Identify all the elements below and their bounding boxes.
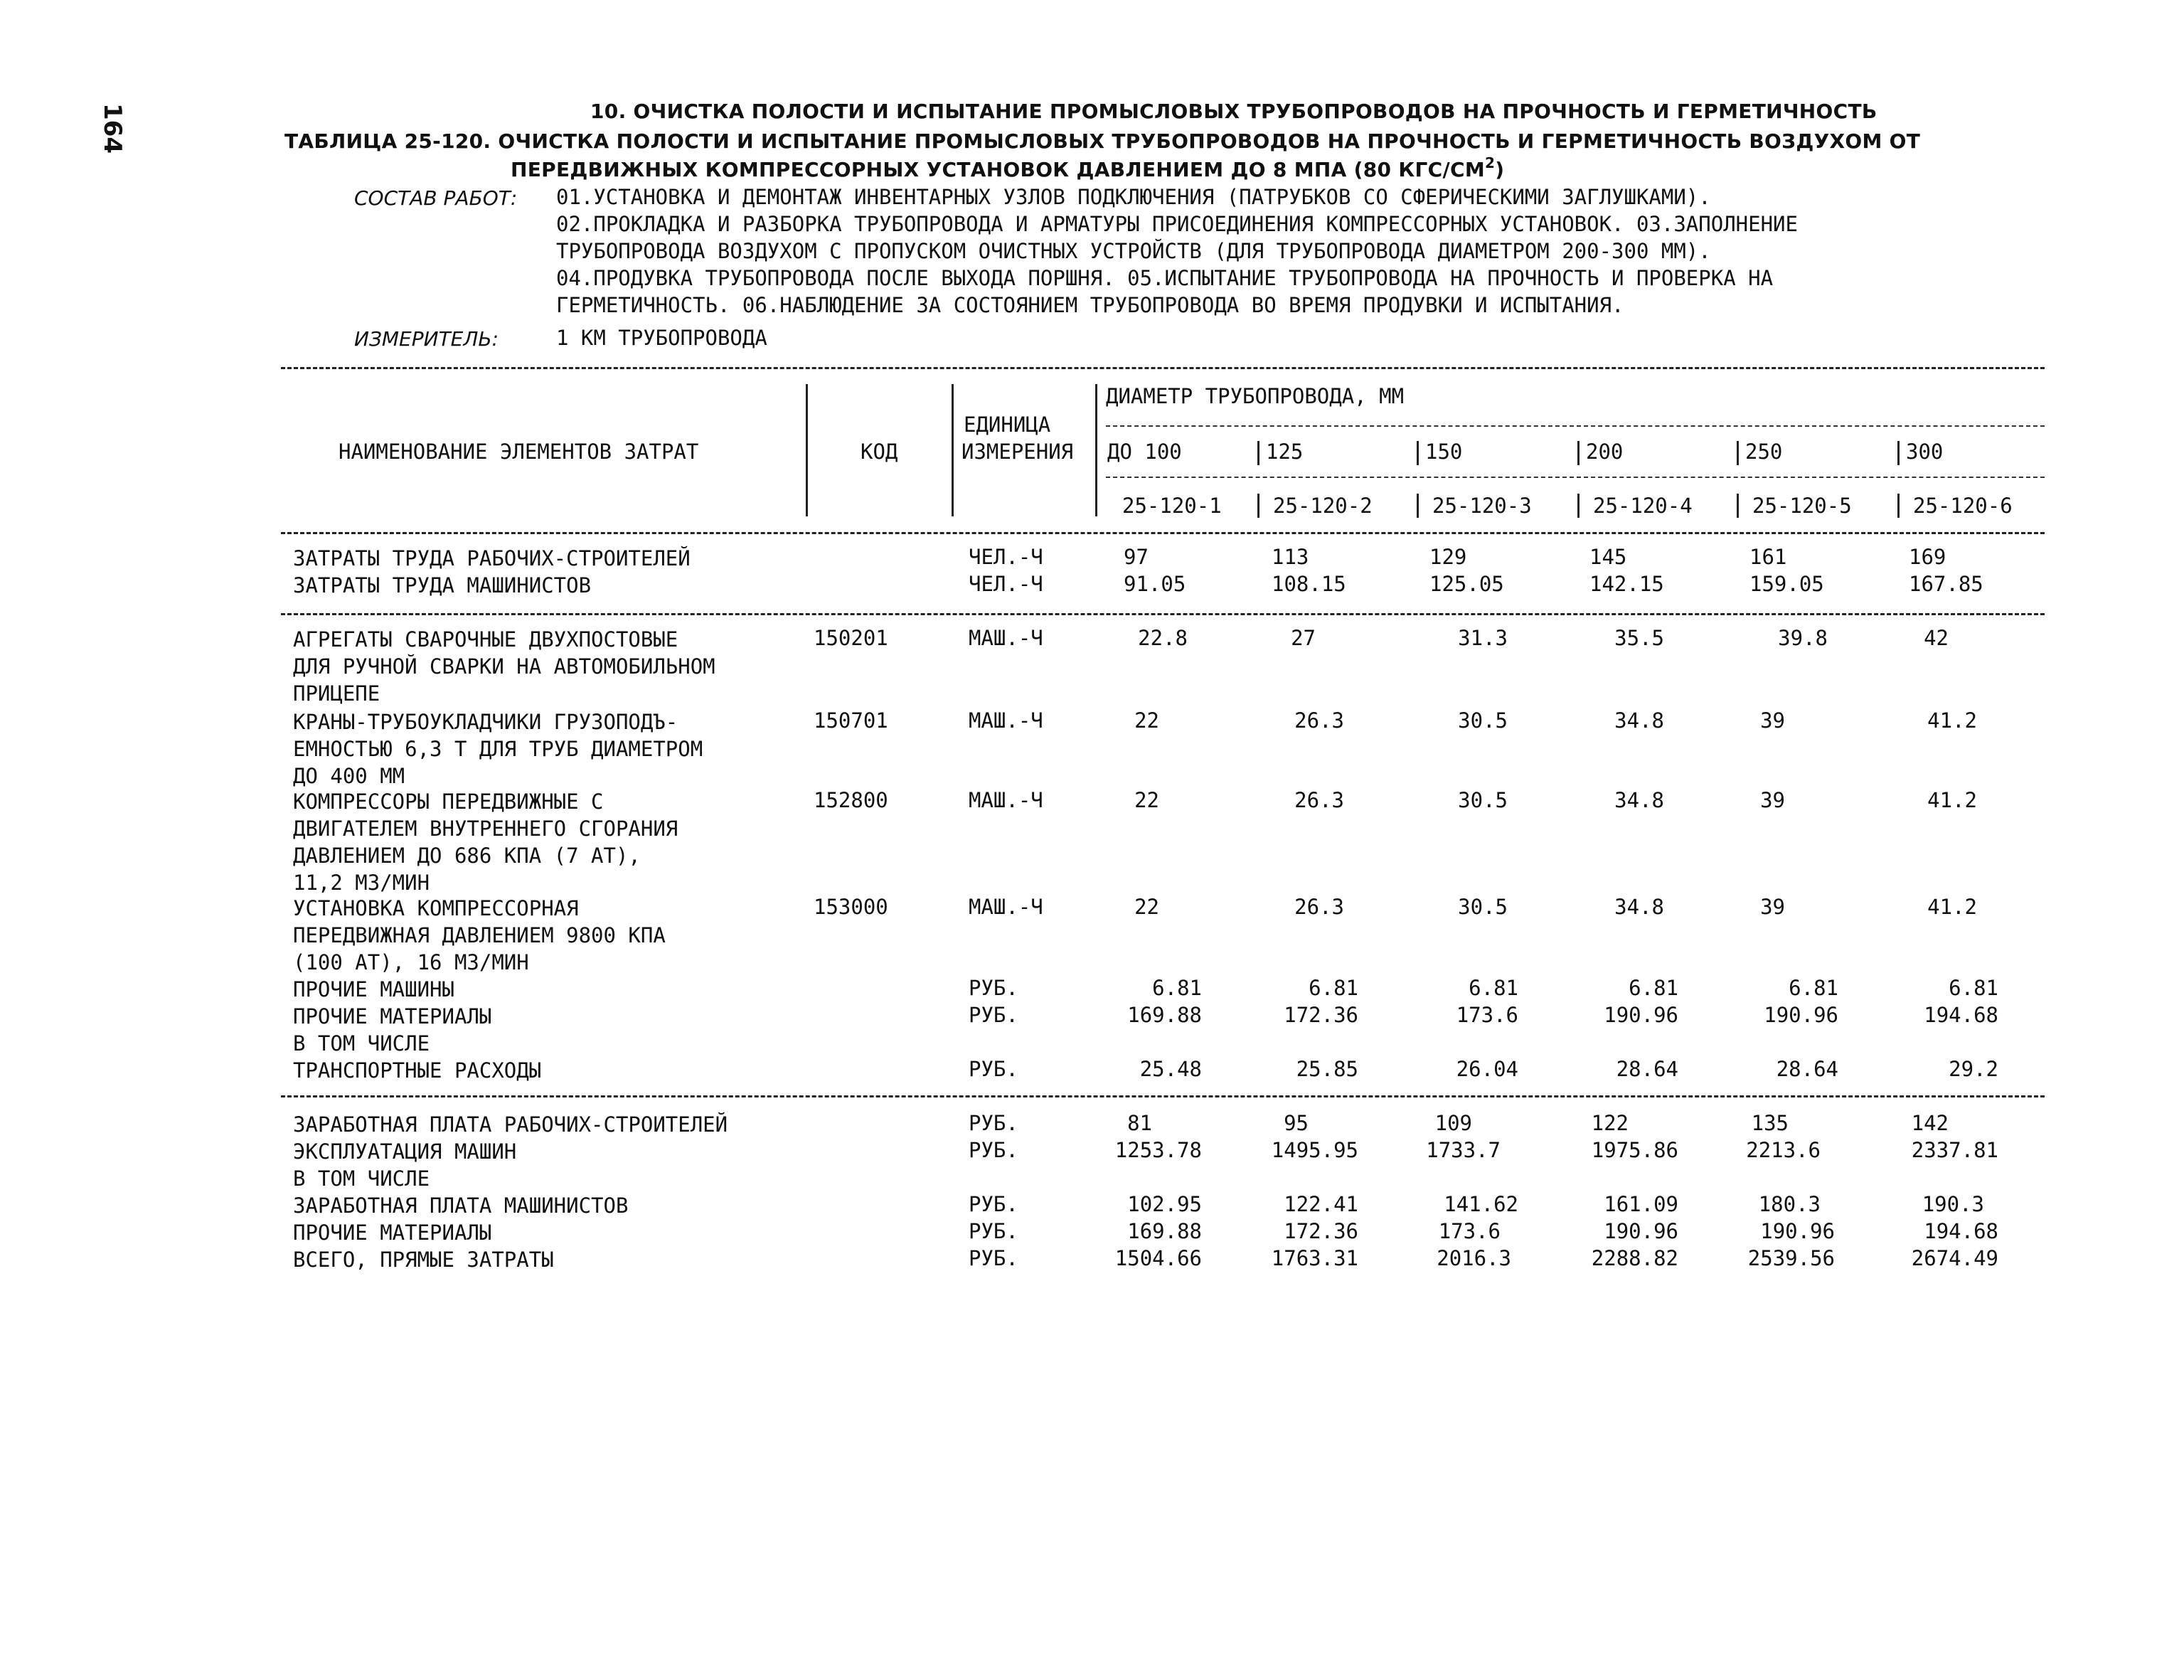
summary-row-value: 109 [1434,1111,1472,1135]
machine-row-unit: РУБ. [969,1003,1018,1027]
machine-row-name [293,788,678,896]
machine-row-value: 26.3 [1294,895,1344,919]
machine-row-value: 25.85 [1296,1057,1358,1081]
machine-row-value: 41.2 [1927,708,1977,733]
summary-row-unit: РУБ. [969,1219,1018,1243]
summary-row-value: 2016.3 [1437,1246,1511,1270]
machine-row-value: 35.5 [1614,626,1664,650]
diameter-divider [1417,441,1419,465]
summary-row-value: 1495.95 [1271,1138,1358,1162]
labor-row-value: 145 [1589,545,1627,569]
work-line: 02.ПРОКЛАДКА И РАЗБОРКА ТРУБОПРОВОДА И АРМАТУРЫ ПРИСОЕДИНЕНИЯ КОМПРЕССОРНЫХ УСТАНОВОК. 03.ЗАПОЛНЕНИЕ [556,212,1798,236]
table-title-line2-sup: 2 [1485,154,1496,171]
machine-row-value: 39 [1760,788,1785,812]
summary-row-value: 2337.81 [1911,1138,1998,1162]
summary-row-value: 2213.6 [1746,1138,1821,1162]
machine-row-name-line: КРАНЫ-ТРУБОУКЛАДЧИКИ ГРУЗОПОДЪ- [293,710,678,734]
summary-row-name: ВСЕГО, ПРЯМЫЕ ЗАТРАТЫ [293,1248,554,1272]
machine-row-value: 26.3 [1294,708,1344,733]
labor-row-value: 169 [1909,545,1946,569]
labor-row-value: 91.05 [1124,572,1186,596]
machine-row-value: 6.81 [1309,976,1358,1000]
summary-row-value: 194.68 [1924,1219,1998,1243]
summary-row-value: 161.09 [1604,1192,1678,1216]
labor-row-value: 113 [1272,545,1309,569]
summary-row-unit: РУБ. [969,1138,1018,1162]
machine-row-code: 150201 [814,626,888,650]
summary-row-value: 173.6 [1438,1219,1501,1243]
summary-row-value: 135 [1751,1111,1789,1135]
summary-row-value: 1253.78 [1114,1138,1202,1162]
machine-row-value: 42 [1924,626,1949,650]
summary-row-unit: РУБ. [969,1192,1018,1216]
machine-row-value: 6.81 [1469,976,1518,1000]
machine-row-value: 172.36 [1284,1003,1358,1027]
summary-row-value: 122.41 [1284,1192,1358,1216]
machine-row-value: 6.81 [1789,976,1838,1000]
machine-row-value: 190.96 [1764,1003,1838,1027]
machine-row-name-line: 11,2 М3/МИН [293,871,430,895]
header-diameter-3: 150 [1425,440,1463,464]
machine-row-unit: МАШ.-Ч [969,788,1043,812]
header-divider-code [952,384,954,516]
table-title-line2-suffix: ) [1495,158,1505,181]
header-code-1: 25-120-1 [1122,494,1222,518]
machine-row-value: 31.3 [1458,626,1508,650]
code-divider [1897,494,1900,518]
summary-row-unit: РУБ. [969,1246,1018,1270]
machine-row-value: 30.5 [1458,895,1508,919]
machine-row-name-line: АГРЕГАТЫ СВАРОЧНЫЕ ДВУХПОСТОВЫЕ [293,627,678,652]
header-code-4: 25-120-4 [1593,494,1693,518]
header-diameter-2: 125 [1266,440,1304,464]
summary-row-unit: РУБ. [969,1111,1018,1135]
machine-row-value: 173.6 [1456,1003,1518,1027]
summary-row-value: 169.88 [1127,1219,1202,1243]
labor-row-value: 142.15 [1589,572,1664,596]
summary-row-value: 172.36 [1284,1219,1358,1243]
table-top-rule [281,367,2045,369]
summary-row-value: 102.95 [1127,1192,1202,1216]
machine-row-code: 150701 [814,708,888,733]
machine-row-name: В ТОМ ЧИСЛЕ [293,1031,430,1056]
summary-row-value: 141.62 [1444,1192,1518,1216]
machine-row-value: 34.8 [1614,895,1664,919]
machine-row-unit: МАШ.-Ч [969,708,1043,733]
labor-row-value: 108.15 [1272,572,1346,596]
header-diameter-rule [1106,425,2045,427]
machine-row-value: 30.5 [1458,788,1508,812]
section-title: 10. ОЧИСТКА ПОЛОСТИ И ИСПЫТАНИЕ ПРОМЫСЛОВЫХ ТРУБОПРОВОДОВ НА ПРОЧНОСТЬ И ГЕРМЕТИЧНОСТЬ [590,100,1877,123]
labor-row-value: 167.85 [1909,572,1983,596]
diameter-divider [1737,441,1739,465]
labor-row-unit: ЧЕЛ.-Ч [969,545,1043,569]
machine-row-value: 22.8 [1138,626,1188,650]
header-bottom-rule [281,532,2045,534]
machine-row-value: 39 [1760,895,1785,919]
machine-row-value: 29.2 [1949,1057,1998,1081]
machine-row-unit: РУБ. [969,976,1018,1000]
summary-row-value: 1504.66 [1114,1246,1202,1270]
machine-row-unit: РУБ. [969,1057,1018,1081]
header-code-5: 25-120-5 [1752,494,1852,518]
header-diameter-5: 250 [1745,440,1783,464]
machine-row-value: 27 [1291,626,1316,650]
machine-row-value: 26.04 [1456,1057,1518,1081]
machine-row-value: 6.81 [1152,976,1202,1000]
code-divider [1737,494,1739,518]
machine-row-value: 22 [1134,708,1159,733]
summary-row-value: 190.96 [1760,1219,1835,1243]
table-title-line1: ТАБЛИЦА 25-120. ОЧИСТКА ПОЛОСТИ И ИСПЫТАНИЕ ПРОМЫСЛОВЫХ ТРУБОПРОВОДОВ НА ПРОЧНОСТЬ И ГЕРМЕТИЧНОСТЬ ВОЗДУХОМ ОТ [284,129,1921,153]
machine-row-name-line: ДАВЛЕНИЕМ ДО 686 КПА (7 АТ), [293,844,641,868]
summary-row-name: В ТОМ ЧИСЛЕ [293,1166,430,1191]
diameter-divider [1577,441,1580,465]
machine-row-name-line: ПРИЦЕПЕ [293,681,380,706]
machine-row-code: 153000 [814,895,888,919]
summary-row-value: 2674.49 [1911,1246,1998,1270]
header-code-2: 25-120-2 [1273,494,1373,518]
summary-row-value: 81 [1127,1111,1152,1135]
measure-value: 1 КМ ТРУБОПРОВОДА [556,326,767,350]
header-diameter-1: ДО 100 [1107,440,1182,464]
machine-row-name-line: ЕМНОСТЬЮ 6,3 Т ДЛЯ ТРУБ ДИАМЕТРОМ [293,737,703,761]
header-divider-name [806,384,808,516]
machine-row-unit: МАШ.-Ч [969,626,1043,650]
machine-row-name: ПРОЧИЕ МАШИНЫ [293,977,454,1001]
page-number: 164 [98,103,127,154]
summary-row-value: 190.3 [1922,1192,1984,1216]
labor-row-unit: ЧЕЛ.-Ч [969,572,1043,596]
machine-row-name-line: ДЛЯ РУЧНОЙ СВАРКИ НА АВТОМОБИЛЬНОМ [293,654,715,679]
machine-row-name-line: ДО 400 ММ [293,764,405,788]
work-line: 04.ПРОДУВКА ТРУБОПРОВОДА ПОСЛЕ ВЫХОДА ПОРШНЯ. 05.ИСПЫТАНИЕ ТРУБОПРОВОДА НА ПРОЧНОСТЬ И ПРОВЕРКА НА [556,266,1774,290]
header-diameter-6: 300 [1906,440,1944,464]
labor-row-value: 125.05 [1429,572,1504,596]
machine-row-name: ПРОЧИЕ МАТЕРИАЛЫ [293,1004,492,1028]
machine-row-name [293,708,703,790]
machine-row-value: 28.64 [1776,1057,1838,1081]
machine-row-name: ТРАНСПОРТНЫЕ РАСХОДЫ [293,1058,542,1083]
diameter-divider [1897,441,1900,465]
machine-row-value: 190.96 [1604,1003,1678,1027]
table-title-line2 [511,154,1505,181]
header-code-rule [1106,477,2045,478]
summary-row-value: 1763.31 [1271,1246,1358,1270]
labor-row-value: 159.05 [1749,572,1824,596]
machine-row-name-line: ПЕРЕДВИЖНАЯ ДАВЛЕНИЕМ 9800 КПА [293,923,666,947]
code-divider [1257,494,1259,518]
summary-row-name: ЭКСПЛУАТАЦИЯ МАШИН [293,1139,517,1164]
summary-row-value: 2539.56 [1747,1246,1835,1270]
machine-row-name-line: УСТАНОВКА КОМПРЕССОРНАЯ [293,896,579,920]
summary-row-value: 122 [1591,1111,1629,1135]
work-line: 01.УСТАНОВКА И ДЕМОНТАЖ ИНВЕНТАРНЫХ УЗЛОВ ПОДКЛЮЧЕНИЯ (ПАТРУБКОВ СО СФЕРИЧЕСКИМИ ЗАГЛУШКАМИ). [556,185,1711,209]
code-divider [1417,494,1419,518]
summary-row-value: 1975.86 [1591,1138,1678,1162]
labor-row-value: 161 [1749,545,1787,569]
machine-row-value: 30.5 [1458,708,1508,733]
measure-label: ИЗМЕРИТЕЛЬ: [354,327,499,351]
header-unit-line1: ЕДИНИЦА [964,413,1051,437]
machine-row-value: 41.2 [1927,895,1977,919]
machine-row-value: 6.81 [1949,976,1998,1000]
labor-row-name: ЗАТРАТЫ ТРУДА РАБОЧИХ-СТРОИТЕЛЕЙ [293,546,691,570]
summary-row-value: 1733.7 [1426,1138,1501,1162]
machine-bottom-rule [281,1095,2045,1097]
summary-row-name: ЗАРАБОТНАЯ ПЛАТА МАШИНИСТОВ [293,1193,629,1218]
table-title-line2-prefix: ПЕРЕДВИЖНЫХ КОМПРЕССОРНЫХ УСТАНОВОК ДАВЛЕНИЕМ ДО 8 МПА (80 КГС/СМ [511,158,1486,181]
machine-row-value: 25.48 [1139,1057,1202,1081]
labor-bottom-rule [281,613,2045,615]
summary-row-value: 180.3 [1758,1192,1821,1216]
header-divider-unit [1095,384,1097,516]
summary-row-value: 95 [1284,1111,1309,1135]
machine-row-value: 34.8 [1614,708,1664,733]
labor-row-value: 129 [1429,545,1467,569]
summary-row-name: ЗАРАБОТНАЯ ПЛАТА РАБОЧИХ-СТРОИТЕЛЕЙ [293,1112,728,1137]
machine-row-code: 152800 [814,788,888,812]
header-code-3: 25-120-3 [1432,494,1532,518]
labor-row-value: 97 [1124,545,1149,569]
machine-row-unit: МАШ.-Ч [969,895,1043,919]
work-label: СОСТАВ РАБОТ: [354,186,518,210]
machine-row-value: 6.81 [1629,976,1678,1000]
diameter-divider [1257,441,1259,465]
header-name: НАИМЕНОВАНИЕ ЭЛЕМЕНТОВ ЗАТРАТ [339,440,699,464]
machine-row-value: 28.64 [1616,1057,1678,1081]
machine-row-value: 22 [1134,895,1159,919]
header-code: КОД [861,440,898,464]
machine-row-name [293,895,666,976]
labor-row-name: ЗАТРАТЫ ТРУДА МАШИНИСТОВ [293,573,592,597]
machine-row-value: 169.88 [1127,1003,1202,1027]
machine-row-value: 39 [1760,708,1785,733]
machine-row-name [293,626,715,707]
machine-row-value: 22 [1134,788,1159,812]
machine-row-name-line: КОМПРЕССОРЫ ПЕРЕДВИЖНЫЕ С [293,790,604,814]
work-line: ТРУБОПРОВОДА ВОЗДУХОМ С ПРОПУСКОМ ОЧИСТНЫХ УСТРОЙСТВ (ДЛЯ ТРУБОПРОВОДА ДИАМЕТРОМ 200-300 ММ). [556,239,1711,263]
machine-row-value: 39.8 [1778,626,1828,650]
summary-row-value: 190.96 [1604,1219,1678,1243]
machine-row-value: 41.2 [1927,788,1977,812]
machine-row-value: 194.68 [1924,1003,1998,1027]
header-unit-line2: ИЗМЕРЕНИЯ [962,440,1074,464]
code-divider [1577,494,1580,518]
summary-row-value: 142 [1911,1111,1949,1135]
machine-row-name-line: ДВИГАТЕЛЕМ ВНУТРЕННЕГО СГОРАНИЯ [293,817,678,841]
header-diameter-title: ДИАМЕТР ТРУБОПРОВОДА, ММ [1106,384,1405,408]
summary-row-name: ПРОЧИЕ МАТЕРИАЛЫ [293,1221,492,1245]
header-code-6: 25-120-6 [1913,494,2013,518]
work-lines [556,184,1798,319]
header-diameter-4: 200 [1586,440,1624,464]
machine-row-name-line: (100 АТ), 16 М3/МИН [293,950,529,974]
summary-row-value: 2288.82 [1591,1246,1678,1270]
machine-row-value: 26.3 [1294,788,1344,812]
machine-row-value: 34.8 [1614,788,1664,812]
work-line: ГЕРМЕТИЧНОСТЬ. 06.НАБЛЮДЕНИЕ ЗА СОСТОЯНИЕМ ТРУБОПРОВОДА ВО ВРЕМЯ ПРОДУВКИ И ИСПЫТАНИЯ. [556,293,1624,317]
